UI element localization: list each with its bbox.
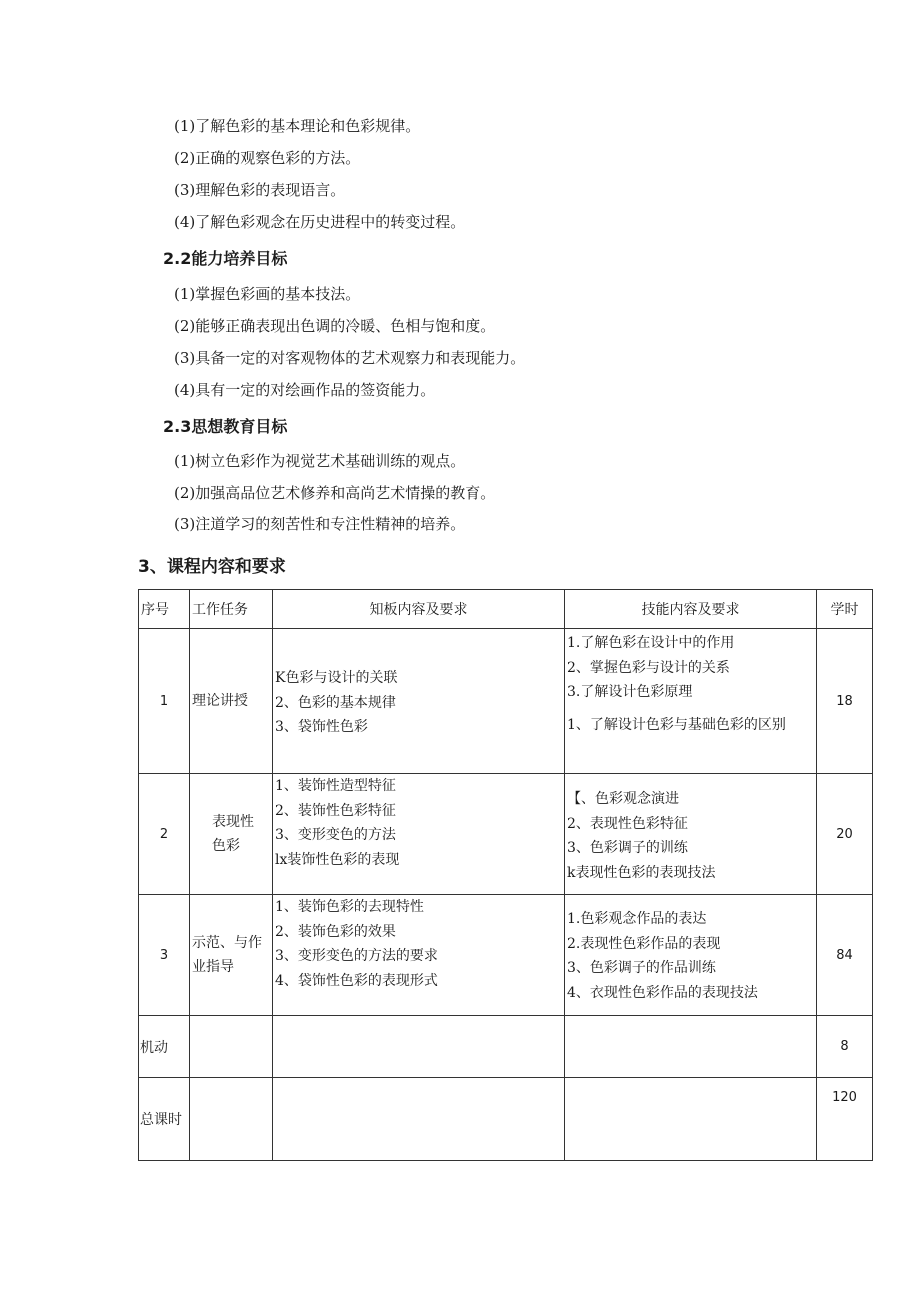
objective-item: (1)树立色彩作为视觉艺术基础训练的观点。 [174,452,466,470]
header-hours: 学时 [817,590,873,629]
knowledge-item: K色彩与设计的关联 [275,670,398,687]
table-header-row [139,590,873,629]
row-num: 1 [139,629,190,774]
header-knowledge: 知板内容及要求 [273,590,565,629]
knowledge-item: lx装饰性色彩的表现 [275,851,400,868]
row-task: 表现性色彩 [190,774,273,895]
total-hours: 120 [817,1078,873,1161]
section-heading-2-2: 2.2能力培养目标 [163,249,288,268]
skill-item: 1、了解设计色彩与基础色彩的区别 [567,716,786,733]
skill-item: 1.色彩观念作品的表达 [567,911,707,927]
skill-item: 1.了解色彩在设计中的作用 [567,635,735,651]
row-task: 理论讲授 [190,629,273,774]
knowledge-item: 3、袋饰性色彩 [275,719,368,736]
skill-item: 3.了解设计色彩原理 [567,684,693,700]
table-row [139,895,873,1016]
skill-item: 2.表现性色彩作品的表现 [567,935,721,952]
total-label: 总课时 [139,1078,190,1161]
table-row [139,774,873,895]
section-heading-2-3: 2.3思想教育目标 [163,417,288,436]
objective-item: (1)了解色彩的基本理论和色彩规律。 [174,117,421,135]
skill-item: k表现性色彩的表现技法 [567,864,716,881]
table-row-total [139,1078,873,1161]
empty-cell [190,1078,273,1161]
row-num: 3 [139,895,190,1016]
skill-item: 【、色彩观念演进 [567,791,679,807]
table-row [139,629,873,774]
row-num: 2 [139,774,190,895]
empty-cell [565,1078,817,1161]
row-hours: 18 [817,629,873,774]
header-num: 序号 [139,590,190,629]
row-skills [565,629,817,774]
course-content-table [138,589,873,1161]
knowledge-item: 2、装饰色彩的效果 [275,923,396,940]
empty-cell [190,1016,273,1078]
objective-item: (2)能够正确表现出色调的冷暖、色相与饱和度。 [174,317,496,335]
row-knowledge [273,895,565,1016]
table-row-flex [139,1016,873,1078]
objective-item: (3)注道学习的刻苦性和专注性精神的培养。 [174,515,466,533]
row-knowledge [273,629,565,774]
empty-cell [565,1016,817,1078]
flex-label: 机动 [139,1016,190,1078]
skill-item: 2、表现性色彩特征 [567,815,688,832]
section-heading-3: 3、课程内容和要求 [138,557,286,577]
row-skills [565,774,817,895]
skill-item: 2、掌握色彩与设计的关系 [567,659,730,676]
empty-cell [273,1016,565,1078]
row-task: 示范、与作业指导 [190,895,273,1016]
objective-item: (3)具备一定的对客观物体的艺术观察力和表现能力。 [174,349,526,367]
header-task: 工作任务 [190,590,273,629]
objective-item: (2)加强高品位艺术修养和高尚艺术情操的教育。 [174,484,496,502]
skill-item: 3、色彩调子的训练 [567,840,688,856]
knowledge-item: 3、变形变色的方法 [275,827,396,843]
knowledge-item: 1、装饰色彩的去现特性 [275,899,424,915]
row-skills [565,895,817,1016]
objective-item: (2)正确的观察色彩的方法。 [174,149,361,167]
row-hours: 20 [817,774,873,895]
empty-cell [273,1078,565,1161]
header-skills: 技能内容及要求 [565,590,817,629]
objective-item: (4)了解色彩观念在历史进程中的转变过程。 [174,213,466,231]
knowledge-item: 3、变形变色的方法的要求 [275,948,438,964]
objective-item: (1)掌握色彩画的基本技法。 [174,285,361,303]
row-hours: 84 [817,895,873,1016]
knowledge-item: 1、装饰性造型特征 [275,778,396,794]
skill-item: 3、色彩调子的作品训练 [567,960,716,976]
knowledge-item: 2、色彩的基本规律 [275,694,396,711]
flex-hours: 8 [817,1016,873,1078]
skill-item: 4、衣现性色彩作品的表现技法 [567,984,758,1001]
objective-item: (4)具有一定的对绘画作品的签资能力。 [174,381,436,399]
row-knowledge [273,774,565,895]
knowledge-item: 2、装饰性色彩特征 [275,802,396,819]
objective-item: (3)理解色彩的表现语言。 [174,181,346,199]
knowledge-item: 4、袋饰性色彩的表现形式 [275,972,438,989]
